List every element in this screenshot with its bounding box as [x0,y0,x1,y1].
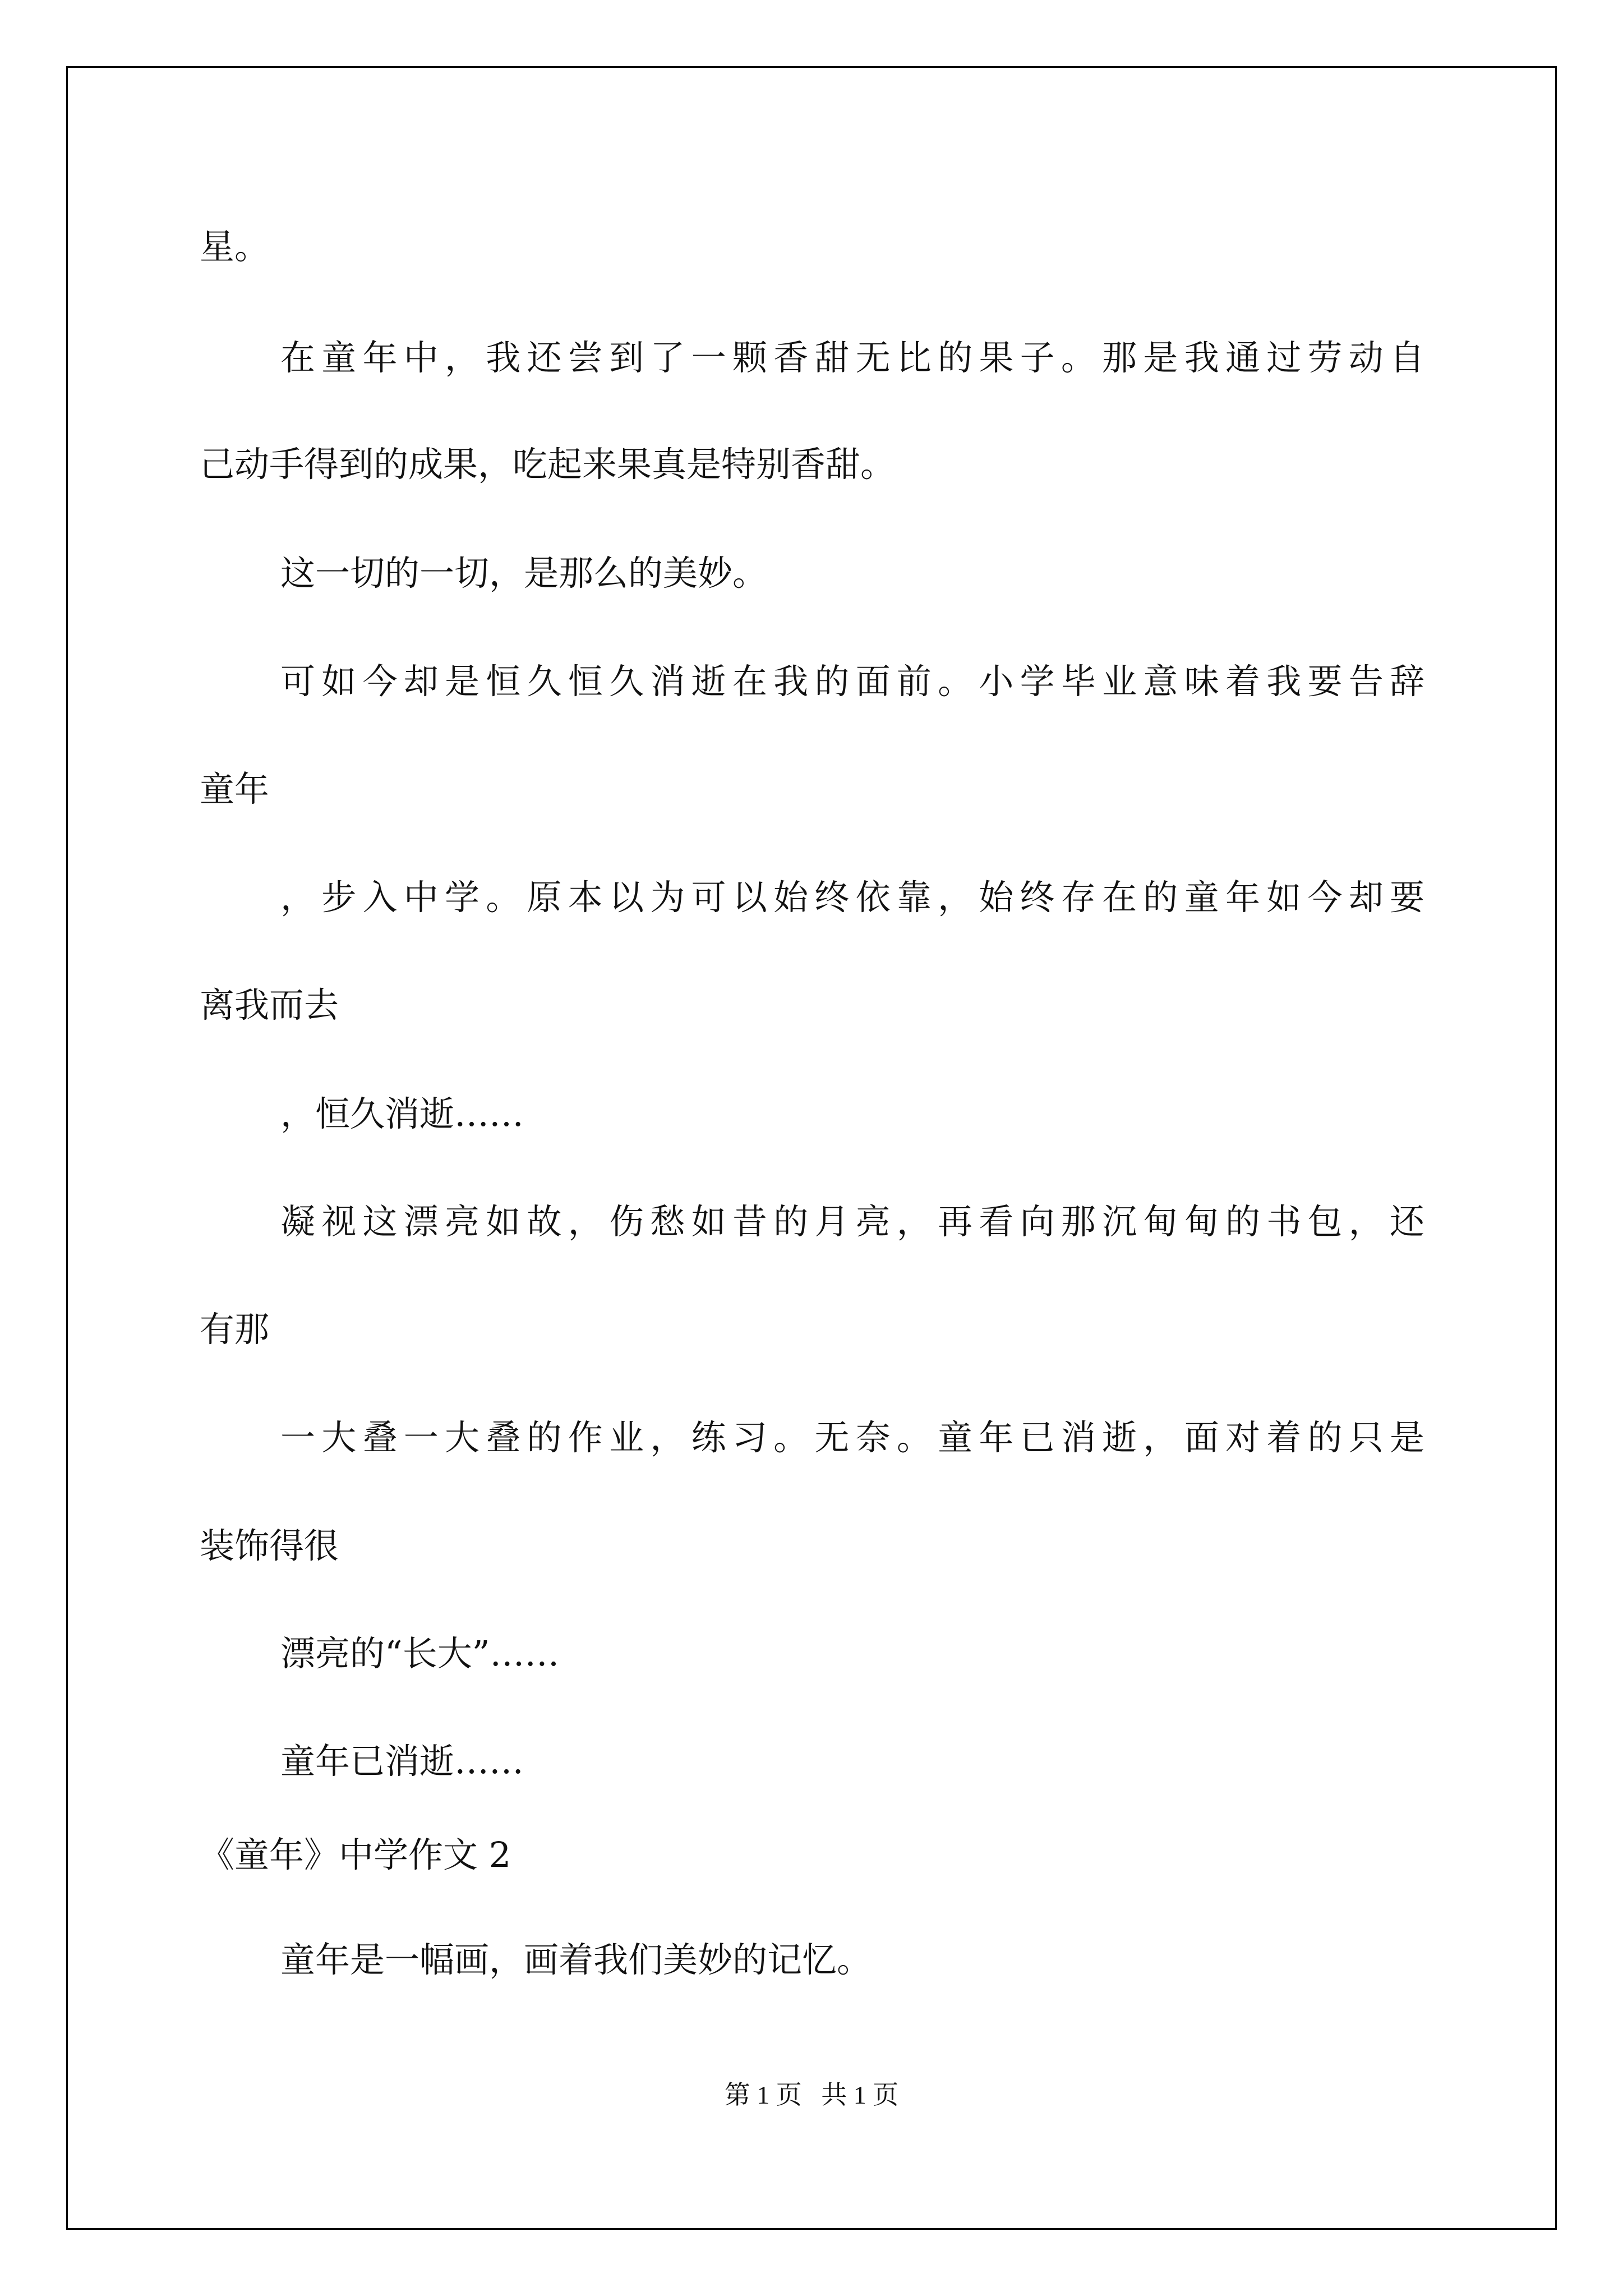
body-line: 凝视这漂亮如故，伤愁如昔的月亮，再看向那沉甸甸的书包，还 [280,1201,1424,1242]
body-line: 一大叠一大叠的作业，练习。无奈。童年已消逝，面对着的只是 [280,1417,1424,1458]
body-line: 童年 [200,769,270,809]
body-line: 童年已消逝…… [280,1741,524,1782]
body-line: 己动手得到的成果，吃起来果真是特别香甜。 [200,444,896,485]
body-line: 离我而去 [200,984,339,1025]
body-line: 童年是一幅画，画着我们美妙的记忆。 [280,1939,872,1980]
body-line: 这一切的一切，是那么的美妙。 [280,553,768,593]
body-line: 有那 [200,1309,270,1350]
body-line: 漂亮的“长大”…… [280,1633,560,1674]
body-line: ，恒久消逝…… [280,1093,524,1134]
page-footer: 第 1 页 共 1 页 [724,2081,899,2109]
body-line: 装饰得很 [200,1525,339,1566]
body-line: 在童年中，我还尝到了一颗香甜无比的果子。那是我通过劳动自 [280,337,1424,378]
body-line: 星。 [200,226,270,267]
page-border [66,66,1557,2230]
body-line: ，步入中学。原本以为可以始终依靠，始终存在的童年如今却要 [280,877,1424,918]
section-heading: 《童年》中学作文 2 [200,1834,511,1875]
body-line: 可如今却是恒久恒久消逝在我的面前。小学毕业意味着我要告辞 [280,661,1424,702]
